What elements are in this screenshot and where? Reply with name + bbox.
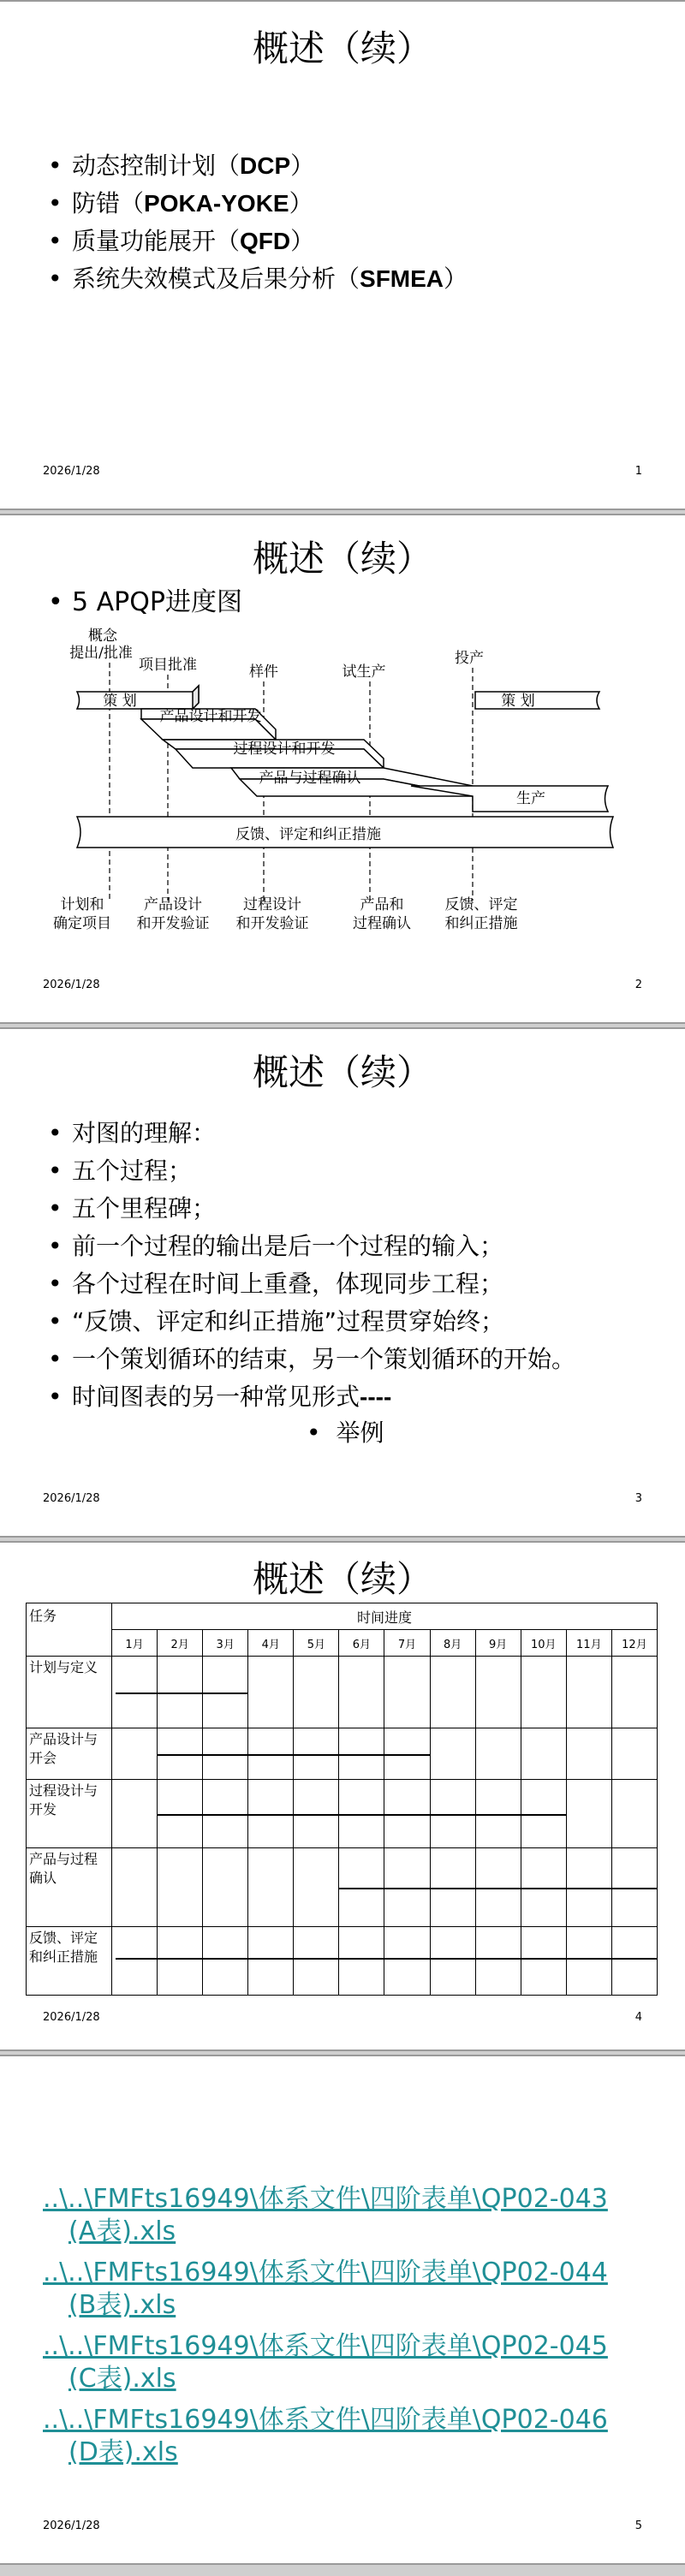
task-name: 计划与定义 [27,1657,112,1728]
schedule-cell [566,1657,611,1728]
schedule-cell [430,1728,475,1780]
plan-left-label: 策 划 [103,693,137,710]
task-name: 产品设计与开会 [27,1728,112,1780]
list-item: • 五个里程碑； [43,1190,575,1228]
phase-label-1a: 计划和 [60,896,104,913]
month-cell: 9月 [475,1630,521,1657]
schedule-cell [384,1657,430,1728]
month-cell: 1月 [112,1630,158,1657]
time-header: 时间进度 [112,1603,658,1630]
validation-label: 产品与过程确认 [259,770,361,787]
gantt-bar [339,1888,658,1889]
list-item: • 五个过程； [43,1152,575,1190]
list-item: • 时间图表的另一种常见形式---- [43,1378,575,1416]
schedule-cell [112,1927,158,1996]
slide-title: 概述（续） [252,538,432,580]
schedule-cell [294,1657,339,1728]
slide-number: 1 [634,465,642,478]
file-link-qp02-045[interactable]: ..\..\FMFts16949\体系文件\四阶表单\QP02-045 (C表).xls [43,2331,608,2394]
month-cell: 4月 [248,1630,294,1657]
schedule-cell [112,1848,158,1927]
apqp-timeline-diagram [0,618,685,995]
month-cell: 10月 [521,1630,566,1657]
slide-title: 概述（续） [252,1558,432,1600]
bullet-list [43,1115,575,1416]
month-cell: 8月 [430,1630,475,1657]
slide-number: 4 [634,2011,642,2024]
month-cell: 5月 [294,1630,339,1657]
list-item: • 对图的理解： [43,1115,575,1152]
month-cell: 3月 [203,1630,248,1657]
month-cell: 7月 [384,1630,430,1657]
schedule-cell [294,1848,339,1927]
list-item: • 前一个过程的输出是后一个过程的输入； [43,1228,575,1265]
production-label: 生产 [516,790,545,807]
task-name: 过程设计与开发 [27,1780,112,1848]
month-header-row [27,1630,658,1657]
schedule-cell [611,1927,657,1996]
schedule-cell [611,1780,657,1848]
schedule-cell [339,1927,384,1996]
phase-label-4a: 产品和 [360,896,404,913]
slide-3 [0,1027,685,1538]
task-name: 产品与过程确认 [27,1848,112,1927]
slide-5 [0,2055,685,2565]
list-item: • 各个过程在时间上重叠，体现同步工程； [43,1265,575,1303]
month-cell: 11月 [566,1630,611,1657]
milestone-concept-label: 概念 [88,628,117,645]
schedule-cell [430,1927,475,1996]
slide-date: 2026/1/28 [43,465,100,478]
month-cell: 2月 [158,1630,203,1657]
schedule-cell [248,1657,294,1728]
schedule-cell [339,1657,384,1728]
schedule-cell [294,1927,339,1996]
table-row [27,1927,658,1996]
phase-label-2b: 和开发验证 [136,915,210,932]
slide-date: 2026/1/28 [43,979,100,991]
schedule-cell [112,1780,158,1848]
list-item: • 动态控制计划（DCP） [43,147,468,185]
phase-label-5a: 反馈、评定 [444,896,518,913]
bullet-list [43,147,468,298]
slide-1 [0,0,685,510]
schedule-cell [248,1927,294,1996]
milestone-project-label: 项目批准 [139,657,197,674]
month-cell: 12月 [611,1630,657,1657]
slide-number: 2 [634,979,642,991]
slide-date: 2026/1/28 [43,1492,100,1505]
schedule-cell [521,1927,566,1996]
slide-date: 2026/1/28 [43,2011,100,2024]
milestone-trial-label: 试生产 [342,663,386,681]
bullet-list [43,584,242,622]
plan-bar-left [77,686,199,709]
slide-4 [0,1541,685,2051]
list-item: • 防错（POKA-YOKE） [43,185,468,223]
schedule-cell [384,1927,430,1996]
slide-2 [0,514,685,1024]
schedule-cell [566,1780,611,1848]
slide-number: 5 [634,2519,642,2532]
plan-right-label: 策 划 [501,693,535,710]
schedule-cell [475,1728,521,1780]
slide-title: 概述（续） [252,27,432,69]
task-rows [27,1657,658,1996]
schedule-cell [566,1927,611,1996]
list-item: • 一个策划循环的结束，另一个策划循环的开始。 [43,1341,575,1378]
schedule-cell [611,1657,657,1728]
milestone-launch-label: 投产 [455,650,484,667]
phase-label-5b: 和纠正措施 [444,915,518,932]
process-design-label: 过程设计和开发 [233,741,336,758]
phase-label-3a: 过程设计 [243,896,301,913]
slide-title: 概述（续） [252,1051,432,1093]
file-link-qp02-046[interactable]: ..\..\FMFts16949\体系文件\四阶表单\QP02-046 (D表).xls [43,2405,608,2467]
schedule-cell [566,1728,611,1780]
schedule-cell [158,1927,203,1996]
schedule-cell [430,1657,475,1728]
month-cell: 6月 [339,1630,384,1657]
schedule-cell [112,1728,158,1780]
gantt-table [26,1603,658,1996]
schedule-cell [521,1657,566,1728]
gantt-bar [116,1958,658,1960]
product-design-label: 产品设计和开发 [159,708,262,725]
task-header: 任务 [27,1603,112,1657]
gantt-bar [158,1754,430,1756]
feedback-label: 反馈、评定和纠正措施 [235,826,381,843]
schedule-cell [203,1848,248,1927]
schedule-cell [521,1728,566,1780]
link-list [43,2183,608,2469]
gantt-bar [158,1814,567,1816]
schedule-cell [158,1848,203,1927]
slide-number: 3 [634,1492,642,1505]
milestone-sample-label: 样件 [249,663,278,681]
file-link-qp02-044[interactable]: ..\..\FMFts16949\体系文件\四阶表单\QP02-044 (B表).xls [43,2258,608,2320]
sub-item-example: • 举例 [307,1414,384,1449]
gantt-bar [116,1693,248,1694]
task-name: 反馈、评定和纠正措施 [27,1927,112,1996]
slide-date: 2026/1/28 [43,2519,100,2532]
milestone-concept-label-2: 提出/批准 [69,645,133,662]
list-item: • 质量功能展开（QFD） [43,223,468,260]
schedule-cell [475,1657,521,1728]
phase-label-4b: 过程确认 [353,915,411,932]
phase-label-3b: 和开发验证 [235,915,309,932]
plan-bar-right [475,692,599,709]
schedule-cell [248,1848,294,1927]
phase-label-1b: 确定项目 [53,915,111,932]
file-link-qp02-043[interactable]: ..\..\FMFts16949\体系文件\四阶表单\QP02-043 (A表).xls [43,2184,608,2246]
production-bar [411,786,608,812]
list-item: • 5 APQP进度图 [43,584,242,622]
list-item: • “反馈、评定和纠正措施”过程贯穿始终； [43,1303,575,1341]
schedule-cell [611,1728,657,1780]
schedule-cell [475,1927,521,1996]
schedule-cell [203,1927,248,1996]
phase-label-2a: 产品设计 [144,896,202,913]
list-item: • 系统失效模式及后果分析（SFMEA） [43,260,468,298]
